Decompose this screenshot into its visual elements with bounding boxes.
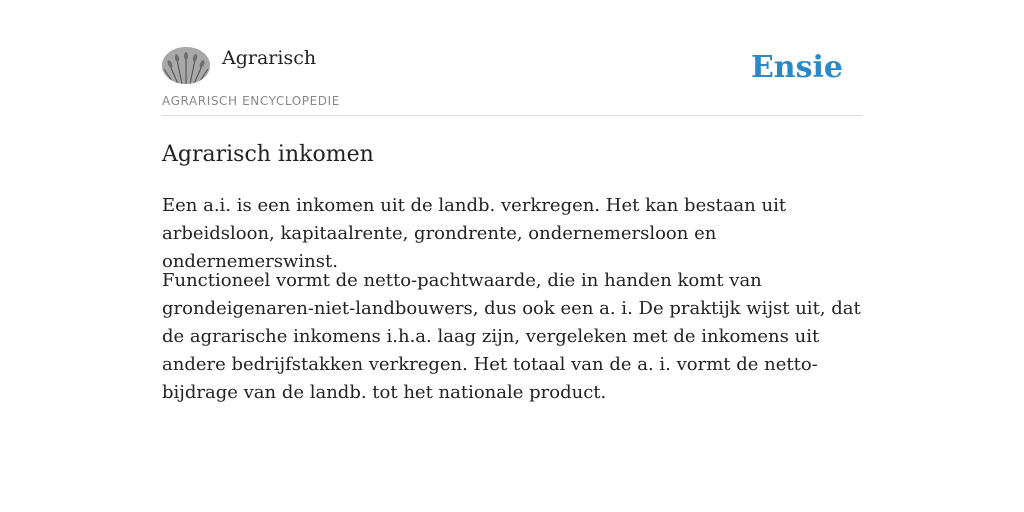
- header: [162, 0, 862, 116]
- wheat-icon[interactable]: [162, 47, 210, 84]
- page-container: [162, 0, 862, 403]
- brand-logo-link[interactable]: Ensie: [750, 50, 843, 85]
- article-paragraph: Functioneel vormt de netto-pachtwaarde, die in handen komt van grondeigenaren-niet-landbouwers, dus ook een a. i. De praktijk wijst uit, dat de agrarische inkomens i.h.a. laag zijn, vergeleken met de inkomens uit andere bedrijfstakken verkregen. Het totaal van de a. i. vormt de netto-bijdrage van de landb. tot het nationale product.: [162, 270, 861, 403]
- site-subtitle: AGRARISCH ENCYCLOPEDIE: [162, 94, 340, 108]
- article-title: Agrarisch inkomen: [162, 142, 374, 167]
- article-paragraph: Een a.i. is een inkomen uit de landb. verkregen. Het kan bestaan uit arbeidsloon, kapitaalrente, grondrente, ondernemersloon en ondernemerswinst.: [162, 195, 787, 272]
- site-name-link[interactable]: Agrarisch: [222, 47, 317, 69]
